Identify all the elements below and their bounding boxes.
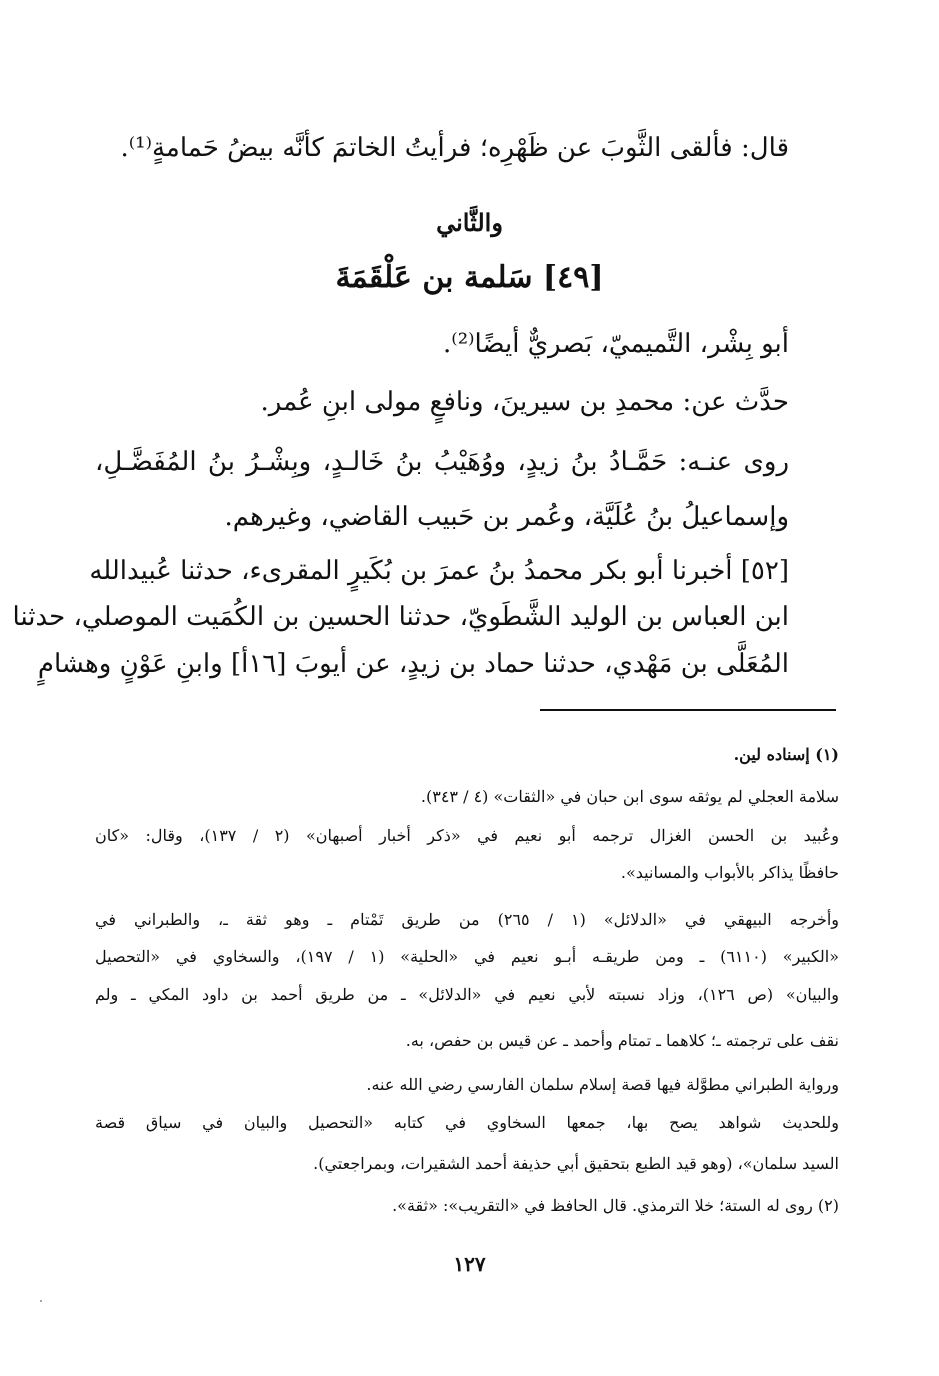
footnote-1-line-2: وعُبيد بن الحسن الغزال ترجمه أبو نعيم في «ذكر أخبار أصبهان» (٢ / ١٣٧)، وقال: «كان (95, 826, 840, 845)
entry-heading: [٤٩] سَلمة بن عَلْقَمَةَ (335, 260, 604, 295)
page-number: ١٢٧ (453, 1252, 486, 1276)
footnote-1-line-3: حافظًا يذاكر بالأبواب والمسانيد». (620, 863, 839, 882)
footnote-1-line-9: وللحديث شواهد يصح بها، جمعها السخاوي في كتابه «التحصيل والبيان في سياق قصة (95, 1113, 839, 1132)
kunya-line: أبو بِشْر، التَّميميّ، بَصريٌّ أيضًا⁽²⁾. (443, 329, 789, 359)
footnote-1-title: (١) إسناده لين. (733, 745, 839, 764)
footnote-1-line-10: السيد سلمان»، (وهو قيد الطبع بتحقيق أبي حذيفة أحمد الشقيرات، وبمراجعتي). (313, 1154, 839, 1173)
students-line-2: وإسماعيلُ بنُ عُلَيَّة، وعُمر بن حَبيب القاضي، وغيرهم. (224, 502, 789, 532)
hadith-line-3: المُعَلَّى بن مَهْدي، حدثنا حماد بن زيدٍ، عن أيوبَ [١٦أ] وابنِ عَوْنٍ وهشامٍ (37, 649, 789, 679)
hadith-line-2: ابن العباس بن الوليد الشَّطَويّ، حدثنا الحسين بن الكُمَيت الموصلي، حدثنا (12, 602, 789, 632)
footnote-2: (٢) روى له الستة؛ خلا الترمذي. قال الحافظ في «التقريب»: «ثقة». (392, 1196, 839, 1215)
footnote-separator (540, 709, 836, 711)
section-heading: والثَّاني (436, 208, 503, 237)
students-line-1: روى عنـه: حَمَّـادُ بنُ زيدٍ، ووُهَيْبُ بنُ خَالـدٍ، وبِشْـرُ بنُ المُفَضَّـلِ، (95, 447, 789, 477)
hadith-line-1: [٥٢] أخبرنا أبو بكر محمدُ بنُ عمرَ بن بُكَيرٍ المقرىء، حدثنا عُبيدالله (89, 556, 789, 586)
footnote-1-line-1: سلامة العجلي لم يوثقه سوى ابن حبان في «الثقات» (٤ / ٣٤٣). (420, 787, 839, 806)
footnote-1-line-5: «الكبير» (٦١١٠) ـ ومن طريقـه أبـو نعيم في «الحلية» (١ / ١٩٧)، والسخاوي في «التحصيل (95, 947, 839, 966)
scan-speck (40, 1300, 42, 1302)
footnote-1-line-8: ورواية الطبراني مطوَّلة فيها قصة إسلام سلمان الفارسي رضي الله عنه. (366, 1075, 839, 1094)
footnote-1-line-6: والبيان» (ص ١٢٦)، وزاد نسبته لأبي نعيم في «الدلائل» ـ من طريق أحمد بن داود المكي ـ ولم (95, 985, 840, 1004)
footnote-1-line-4: وأخرجه البيهقي في «الدلائل» (١ / ٢٦٥) من طريق تَمْتام ـ وهو ثقة ـ، والطبراني في (95, 910, 840, 929)
teachers-line: حدَّث عن: محمدِ بن سيرينَ، ونافعٍ مولى ابنِ عُمر. (260, 387, 789, 417)
footnote-1-line-7: نقف على ترجمته ـ؛ كلاهما ـ تمتام وأحمد ـ عن قيس بن حفص، به. (405, 1031, 839, 1050)
body-line-1: قال: فألقى الثَّوبَ عن ظَهْرِه؛ فرأيتُ الخاتمَ كأنَّه بيضُ حَمامةٍ⁽¹⁾. (120, 133, 789, 163)
